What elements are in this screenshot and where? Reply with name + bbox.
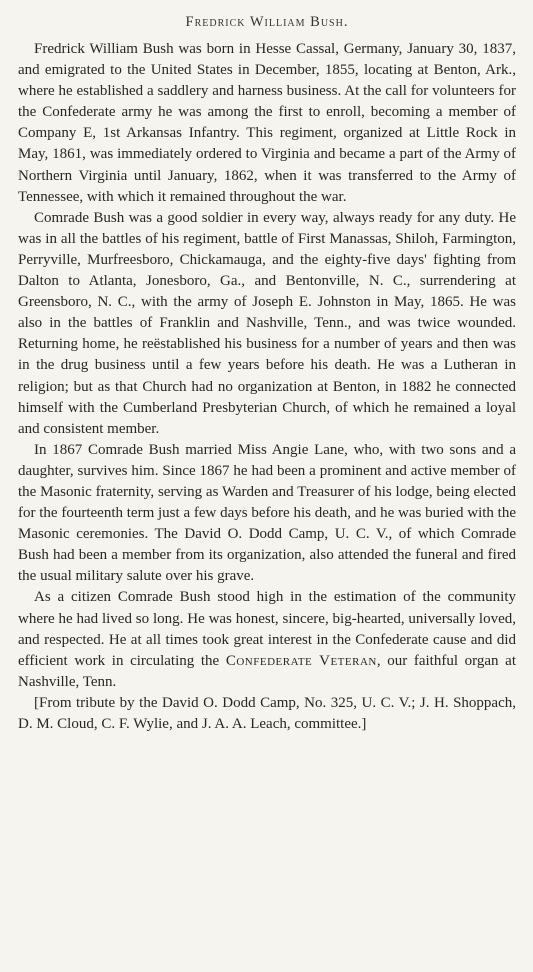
paragraph-citizen — [18, 587, 516, 692]
article-title: Fredrick William Bush. — [185, 14, 349, 30]
paragraph-family-and-masonic: In 1867 Comrade Bush married Miss Angie Lane, who, with two sons and a daughter, survives him. Since 1867 he had been a prominent and active member of the Masonic fraternity, serving as Warden and Treasurer of his lodge, being elected for the fourteenth term just a few days before his death, and he was buried with the Masonic ceremonies. The David O. Dodd Camp, U. C. V., of which Comrade Bush had been a member from its organization, also attended the funeral and fired the usual military salute over his grave. — [18, 441, 516, 585]
paragraph-birth-and-service: Fredrick William Bush was born in Hesse Cassal, Germany, January 30, 1837, and emigrated to the United States in December, 1855, locating at Benton, Ark., where he established a saddlery and harness business. At the call for volunteers for the Confederate army he was among the first to enroll, becoming a member of Company E, 1st Arkansas Infantry. This regiment, organized at Little Rock in May, 1861, was immediately ordered to Virginia and became a part of the Army of Northern Virginia until January, 1862, when it was transferred to the Army of Tennessee, with which it remained throughout the war. — [18, 41, 516, 205]
tribute-credit: [From tribute by the David O. Dodd Camp, No. 325, U. C. V.; J. H. Shoppach, D. M. Cloud, C. F. Wylie, and J. A. A. Leach, committee.] — [18, 694, 516, 732]
paragraph-citizen-text-end: , our faithful organ at Nashville, Tenn. — [18, 652, 517, 690]
publication-name: Confederate Veteran — [225, 652, 377, 669]
paragraph-citizen-text-start: As a citizen Comrade Bush stood high in the estimation of the community where he had lived so long. He was honest, sincere, big-hearted, universally loved, and respected. He at all times took great interest in the Confederate cause and did efficient work in circulating the — [18, 589, 516, 669]
paragraph-battles: Comrade Bush was a good soldier in every way, always ready for any duty. He was in all the battles of his regiment, battle of First Manassas, Shiloh, Farmington, Perryville, Murfreesboro, Chickamauga, and the eighty-five days' fighting from Dalton to Atlanta, Jonesboro, Ga., and Bentonville, N. C., surrendering at Greensboro, N. C., with the army of Joseph E. Johnston in May, 1865. He was also in the battles of Franklin and Nashville, Tenn., and was twice wounded. Returning home, he reëstablished his business for a number of years and then was in the drug business until a few years before his death. He was a Lutheran in religion; but as that Church had no organization at Benton, in 1882 he connected himself with the Cumberland Presbyterian Church, of which he remained a loyal and consistent member. — [18, 209, 516, 437]
